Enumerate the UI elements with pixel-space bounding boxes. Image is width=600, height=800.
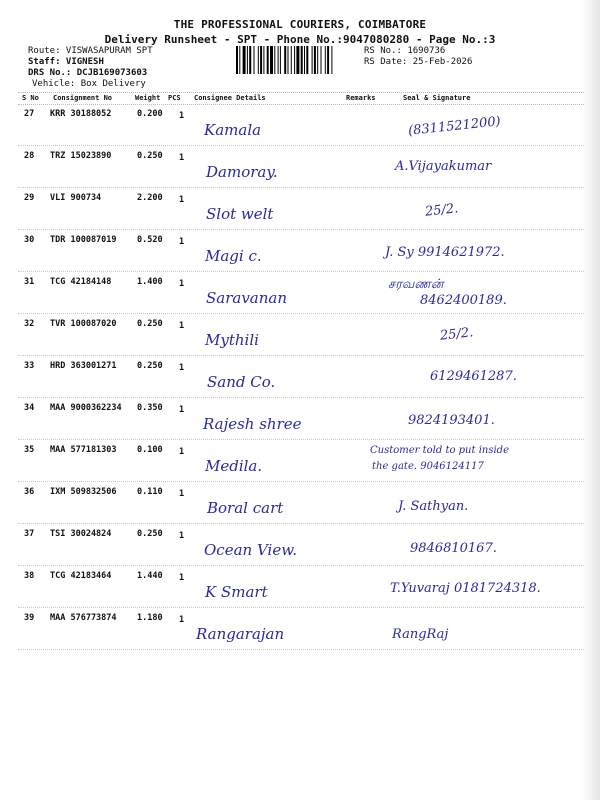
consignment-number: TRZ 15023890 xyxy=(50,151,112,161)
weight: 0.200 xyxy=(137,109,163,119)
barcode-bar xyxy=(284,46,286,74)
table-row xyxy=(0,525,600,566)
pieces: 1 xyxy=(179,237,185,247)
col-pcs: PCS xyxy=(168,94,181,102)
col-consignment: Consignment No xyxy=(53,94,113,102)
weight: 1.440 xyxy=(137,571,163,581)
consignment-number: IXM 509832506 xyxy=(50,487,117,497)
serial-number: 34 xyxy=(24,403,35,413)
row-divider xyxy=(18,271,584,272)
staff: Staff: VIGNESH xyxy=(28,57,104,67)
table-row xyxy=(0,147,600,188)
barcode-bar xyxy=(294,46,295,74)
barcode-bar xyxy=(331,46,332,74)
barcode-bar xyxy=(288,46,289,74)
table-row xyxy=(0,399,600,440)
consignee-handwriting: Boral cart xyxy=(207,499,284,517)
barcode-bar xyxy=(267,46,269,74)
serial-number: 28 xyxy=(24,151,35,161)
row-divider xyxy=(18,439,584,440)
signature-handwriting: 9846810167. xyxy=(410,541,497,556)
row-divider xyxy=(18,229,584,230)
weight: 0.350 xyxy=(137,403,163,413)
serial-number: 36 xyxy=(24,487,35,497)
scan-edge xyxy=(582,0,600,800)
table-row xyxy=(0,609,600,650)
runsheet-title: Delivery Runsheet - SPT - Phone No.:9047080280 - Page No.:3 xyxy=(104,33,496,46)
col-sno: S No xyxy=(22,94,39,102)
table-row xyxy=(0,357,600,398)
barcode-bar xyxy=(260,46,262,74)
consignment-number: TSI 30024824 xyxy=(50,529,112,539)
signature-handwriting: Customer told to put inside xyxy=(370,445,509,456)
weight: 0.100 xyxy=(137,445,163,455)
serial-number: 38 xyxy=(24,571,35,581)
barcode-bar xyxy=(239,46,240,74)
pieces: 1 xyxy=(179,489,185,499)
weight: 0.250 xyxy=(137,529,163,539)
barcode-bar xyxy=(301,46,303,74)
barcode-bar xyxy=(321,46,322,74)
consignment-number: TDR 100087019 xyxy=(50,235,117,245)
pieces: 1 xyxy=(179,153,185,163)
divider xyxy=(18,92,584,93)
barcode-bar xyxy=(274,46,275,74)
weight: 0.520 xyxy=(137,235,163,245)
signature-handwriting: J. Sy 9914621972. xyxy=(385,245,505,260)
barcode-bar xyxy=(325,46,326,74)
pieces: 1 xyxy=(179,363,185,373)
table-row xyxy=(0,567,600,608)
consignment-number: MAA 9000362234 xyxy=(50,403,122,413)
barcode-bar xyxy=(317,46,318,74)
weight: 0.110 xyxy=(137,487,163,497)
consignment-number: MAA 576773874 xyxy=(50,613,117,623)
col-remarks: Remarks xyxy=(346,94,376,102)
row-divider xyxy=(18,649,584,650)
barcode-bar xyxy=(304,46,305,74)
barcode-bar xyxy=(278,46,279,74)
row-divider xyxy=(18,397,584,398)
row-divider xyxy=(18,607,584,608)
signature-handwriting: J. Sathyan. xyxy=(398,499,469,514)
pieces: 1 xyxy=(179,195,185,205)
meta-left xyxy=(28,46,153,90)
rs-no: RS No.: 1690736 xyxy=(364,46,446,56)
consignee-handwriting: Slot welt xyxy=(206,205,274,223)
row-divider xyxy=(18,187,584,188)
consignment-number: TCG 42184148 xyxy=(50,277,112,287)
serial-number: 33 xyxy=(24,361,35,371)
signature-handwriting: சரவணன் xyxy=(388,277,444,292)
barcode-bar xyxy=(263,46,264,74)
weight: 0.250 xyxy=(137,361,163,371)
barcode-bar xyxy=(306,46,308,74)
barcode-bar xyxy=(314,46,316,74)
drs-no: DRS No.: DCJB169073603 xyxy=(28,68,148,78)
barcode-bar xyxy=(249,46,251,74)
pieces: 1 xyxy=(179,279,185,289)
serial-number: 27 xyxy=(24,109,35,119)
pieces: 1 xyxy=(179,615,185,625)
weight: 1.400 xyxy=(137,277,163,287)
row-divider xyxy=(18,313,584,314)
consignment-number: VLI 900734 xyxy=(50,193,102,203)
table-row xyxy=(0,273,600,314)
signature-handwriting: A.Vijayakumar xyxy=(395,159,492,174)
table-row xyxy=(0,105,600,146)
barcode-bar xyxy=(243,46,246,74)
barcode-bar xyxy=(291,46,292,74)
pieces: 1 xyxy=(179,447,185,457)
barcode-bar xyxy=(247,46,248,74)
signature-handwriting: 25/2. xyxy=(424,201,460,220)
consignee-handwriting: Magi c. xyxy=(205,247,262,265)
barcode-bar xyxy=(236,46,238,74)
weight: 0.250 xyxy=(137,319,163,329)
consignee-handwriting: Saravanan xyxy=(206,289,288,307)
consignee-handwriting: Damoray. xyxy=(206,163,278,181)
route: Route: VISWASAPURAM SPT xyxy=(28,46,153,56)
company-name: THE PROFESSIONAL COURIERS, COIMBATORE xyxy=(173,18,427,31)
consignee-handwriting: K Smart xyxy=(205,583,268,601)
weight: 2.200 xyxy=(137,193,163,203)
row-divider xyxy=(18,523,584,524)
barcode-bar xyxy=(258,46,259,74)
consignment-number: TVR 100087020 xyxy=(50,319,117,329)
barcode-bar xyxy=(296,46,299,74)
signature-extra-handwriting: 8462400189. xyxy=(420,293,507,308)
pieces: 1 xyxy=(179,573,185,583)
barcode-bar xyxy=(254,46,255,74)
consignee-handwriting: Rajesh shree xyxy=(203,415,302,433)
table-row xyxy=(0,315,600,356)
consignee-handwriting: Ocean View. xyxy=(204,541,298,559)
consignee-handwriting: Mythili xyxy=(205,331,259,349)
barcode-bar xyxy=(327,46,329,74)
weight: 1.180 xyxy=(137,613,163,623)
consignment-number: MAA 577181303 xyxy=(50,445,117,455)
signature-handwriting: RangRaj xyxy=(392,627,449,642)
signature-handwriting: 25/2. xyxy=(439,325,475,344)
consignment-number: TCG 42183464 xyxy=(50,571,112,581)
table-row xyxy=(0,231,600,272)
barcode-bar xyxy=(280,46,281,74)
vehicle: Vehicle: Box Delivery xyxy=(32,79,146,89)
row-divider xyxy=(18,355,584,356)
col-weight: Weight xyxy=(135,94,161,102)
serial-number: 29 xyxy=(24,193,35,203)
serial-number: 31 xyxy=(24,277,35,287)
signature-handwriting: 6129461287. xyxy=(430,369,517,384)
pieces: 1 xyxy=(179,405,185,415)
consignee-handwriting: Rangarajan xyxy=(196,625,285,643)
table-row xyxy=(0,483,600,524)
signature-handwriting: T.Yuvaraj 0181724318. xyxy=(390,581,541,596)
col-signature: Seal & Signature xyxy=(403,94,471,102)
consignee-handwriting: Kamala xyxy=(204,121,262,139)
signature-handwriting: 9824193401. xyxy=(408,413,495,428)
row-divider xyxy=(18,145,584,146)
weight: 0.250 xyxy=(137,151,163,161)
consignment-number: HRD 363001271 xyxy=(50,361,117,371)
barcode-image xyxy=(236,46,360,74)
signature-handwriting: (8311521200) xyxy=(407,114,502,139)
signature-extra-handwriting: the gate. 9046124117 xyxy=(372,461,484,472)
consignee-handwriting: Medila. xyxy=(205,457,263,475)
table-row xyxy=(0,441,600,482)
serial-number: 37 xyxy=(24,529,35,539)
pieces: 1 xyxy=(179,531,185,541)
serial-number: 30 xyxy=(24,235,35,245)
consignee-handwriting: Sand Co. xyxy=(207,373,276,391)
rs-date: RS Date: 25-Feb-2026 xyxy=(364,57,473,67)
table-row xyxy=(0,189,600,230)
consignment-number: KRR 30188052 xyxy=(50,109,112,119)
col-consignee: Consignee Details xyxy=(194,94,266,102)
row-divider xyxy=(18,565,584,566)
serial-number: 39 xyxy=(24,613,35,623)
pieces: 1 xyxy=(179,321,185,331)
serial-number: 35 xyxy=(24,445,35,455)
barcode-bar xyxy=(312,46,313,74)
barcode-bar xyxy=(270,46,273,74)
meta-right xyxy=(364,46,472,68)
row-divider xyxy=(18,481,584,482)
serial-number: 32 xyxy=(24,319,35,329)
pieces: 1 xyxy=(179,111,185,121)
